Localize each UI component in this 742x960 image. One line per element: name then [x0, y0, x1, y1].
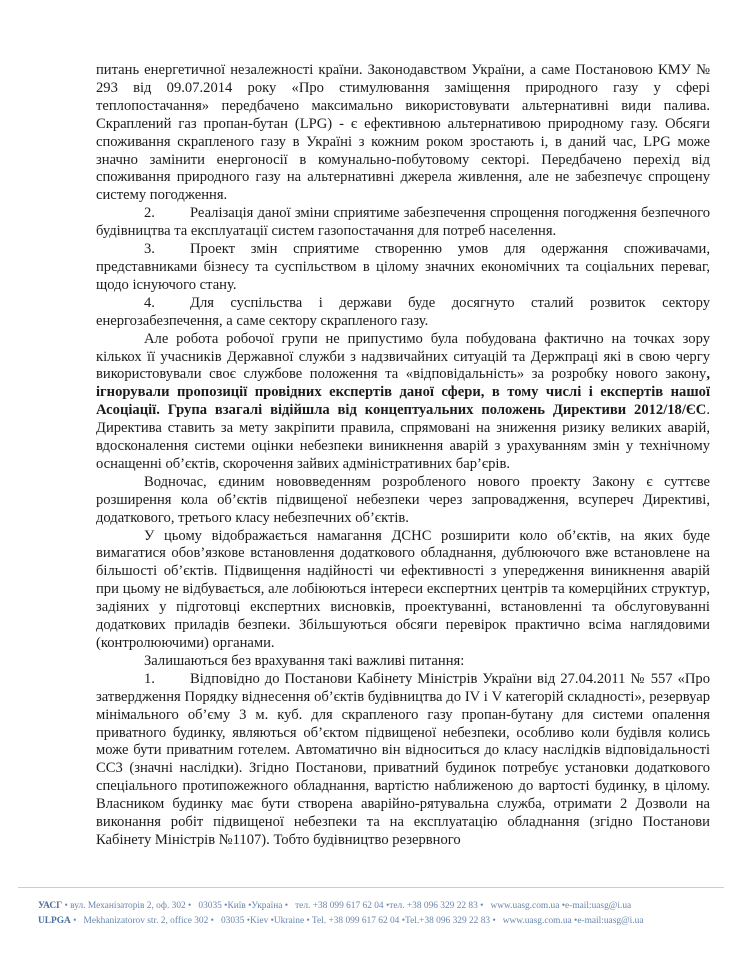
- paragraph-text: Реалізація даної зміни сприятиме забезпечення спрощення погодження безпечного будівництва та експлуатації систем газопостачання для потреб населення.: [96, 205, 710, 240]
- item-number: 3.: [144, 241, 155, 258]
- numbered-item-1: [96, 671, 710, 850]
- footer-website[interactable]: www.uasg.com.ua: [502, 916, 572, 926]
- paragraph-text: Але робота робочої групи не припустимо була побудована фактично на точках зору кількох її учасників Державної служби з надзвичайних ситуацій та Держпраці які в свою чергу використовували своє службове положення та «відповідальність» за розробку нового закону: [96, 330, 710, 383]
- footer-postcode: 03035: [220, 916, 245, 926]
- footer-org-en: ULPGA: [38, 916, 71, 926]
- footer-address: Mekhanizatorov str. 2, office 302: [83, 916, 209, 926]
- footer-line-en: ULPGA • Mekhanizatorov str. 2, office 302 • 03035 •Kiev •Ukraine • Tel. +38 099 617 62 04 •Tel.+38 096 329 22 83 • www.uasg.com.ua •e-mail:uasg@i.ua: [38, 916, 644, 926]
- paragraph-continuation: [96, 62, 710, 205]
- footer-divider: [18, 887, 724, 888]
- numbered-item-3: [96, 241, 710, 295]
- footer-city: Київ: [227, 901, 246, 911]
- footer-line-ua: УАСГ • вул. Механізаторів 2, оф. 302 • 03035 •Київ •Україна • тел. +38 099 617 62 04 •тел. +38 096 329 22 83 • www.uasg.com.ua •e-mail:uasg@i.ua: [38, 901, 632, 911]
- footer-org-ua: УАСГ: [38, 901, 63, 911]
- paragraph-innovation: [96, 474, 710, 528]
- footer-phone-1: тел. +38 099 617 62 04: [295, 901, 384, 911]
- paragraph-text: Водночас, єдиним нововведенням розробленого нового проекту Закону є суттєве розширення кола об’єктів підвищеної небезпеки через запровадження, всупереч Директиві, додаткового, третього класу небезпечних об’єктів.: [96, 473, 710, 526]
- paragraph-text: Проект змін сприятиме створенню умов для одержання споживачами, представниками бізнесу та суспільством в цілому значних економічних та соціальних переваг, щодо існуючого стану.: [96, 241, 710, 293]
- footer-phone-1: Tel. +38 099 617 62 04: [311, 916, 400, 926]
- paragraph-dsns: [96, 528, 710, 653]
- footer: [38, 899, 738, 929]
- item-number: 1.: [144, 670, 155, 687]
- footer-email[interactable]: e-mail:uasg@i.ua: [577, 916, 644, 926]
- paragraph-text: . Директива ставить за мету закріпити правила, спрямовані на зниження ризику великих аварій, вдосконалення системи оцінки небезпеки виникнення аварій з урахуванням змін у технічному оснащенні об’єктів, скорочення зайвих адміністративних бар’єрів.: [96, 402, 710, 472]
- footer-country: Ukraine: [273, 916, 305, 926]
- footer-phone-2: Tel.+38 096 329 22 83: [405, 916, 491, 926]
- footer-city: Kiev: [250, 916, 269, 926]
- paragraph-working-group: [96, 331, 710, 474]
- paragraph-bold-text: , ігнорували пропозиції провідних експертів даної сфери, в тому числі і експертів нашої Асоціації. Група взагалі відійшла від концептуальних положень Директиви 2012/18/ЄС: [96, 366, 710, 419]
- footer-postcode: 03035: [198, 901, 222, 911]
- item-number: 4.: [144, 294, 155, 311]
- footer-website[interactable]: www.uasg.com.ua: [490, 901, 560, 911]
- numbered-item-2: [96, 205, 710, 241]
- item-number: 2.: [144, 205, 155, 222]
- paragraph-text: Відповідно до Постанови Кабінету Міністрів України від 27.04.2011 № 557 «Про затвердження Порядку віднесення об’єктів будівництва до IV і V категорій складності», резервуар мінімального об’єму 3 м. куб. для скрапленого газу пропан-бутану для системи опалення приватного будинку, являються об’єктом підвищеної небезпеки, особливо коли будівля колись може бути приватним готелем. Автоматично він відноситься до класу наслідків відповідальності СС3 (значні наслідки). Згідно Постанови, приватний будинок потребує установки додаткового спеціального протипожежного обладнання, вартістю наближеною до вартості будинку, в цілому. Власником будинку має бути створена аварійно-рятувальна служба, отримати 2 Дозволи на виконання робіт підвищеної небезпеки та на експлуатацію обладнання (згідно Постанови Кабінету Міністрів №1107). Тобто будівництво резервного: [96, 670, 710, 848]
- paragraph-text: У цьому відображається намагання ДСНС розширити коло об’єктів, на яких буде вимагатися обов’язкове встановлення додаткового обладнання, дублюючого вже встановлене на більшості об’єктів. Підвищення надійності чи ефективності з упередження виникнення аварій при цьому не відбувається, але лобіюються інтереси експертних центрів та комерційних структур, задіяних у підготовці експертних висновків, проектуванні, встановленні та обслуговуванні додаткових приладів безпеки. Збільшуються обсяги перевірок практично всіма наглядовими (контролюючими) органами.: [96, 527, 710, 651]
- footer-phone-2: тел. +38 096 329 22 83: [389, 901, 478, 911]
- footer-email[interactable]: e-mail:uasg@i.ua: [565, 901, 632, 911]
- paragraph-text: Для суспільства і держави буде досягнуто сталий розвиток сектору енергозабезпечення, а саме сектору скрапленого газу.: [96, 294, 710, 329]
- paragraph-remaining-issues: [96, 653, 710, 671]
- footer-address: вул. Механізаторів 2, оф. 302: [70, 901, 186, 911]
- numbered-item-4: [96, 295, 710, 331]
- footer-country: Україна: [251, 901, 283, 911]
- document-body: [96, 62, 710, 850]
- paragraph-text: Залишаються без врахування такі важливі питання:: [144, 652, 465, 669]
- paragraph-text: питань енергетичної незалежності країни. Законодавством України, а саме Постановою КМУ № 293 від 09.07.2014 року «Про стимулювання заміщення природного газу у сфері теплопостачання» передбачено максимально використовувати альтернативні види палива. Скраплений газ пропан-бутан (LPG) - є ефективною альтернативою природному газу. Обсяги споживання скрапленого газу в Україні з кожним роком зростають і, в даний час, LPG може значно замінити енергоносії в комунально-побутовому секторі. Передбачено перехід від споживання природного газу на альтернативні джерела живлення, але не забезпечує спрощену систему погодження.: [96, 62, 710, 204]
